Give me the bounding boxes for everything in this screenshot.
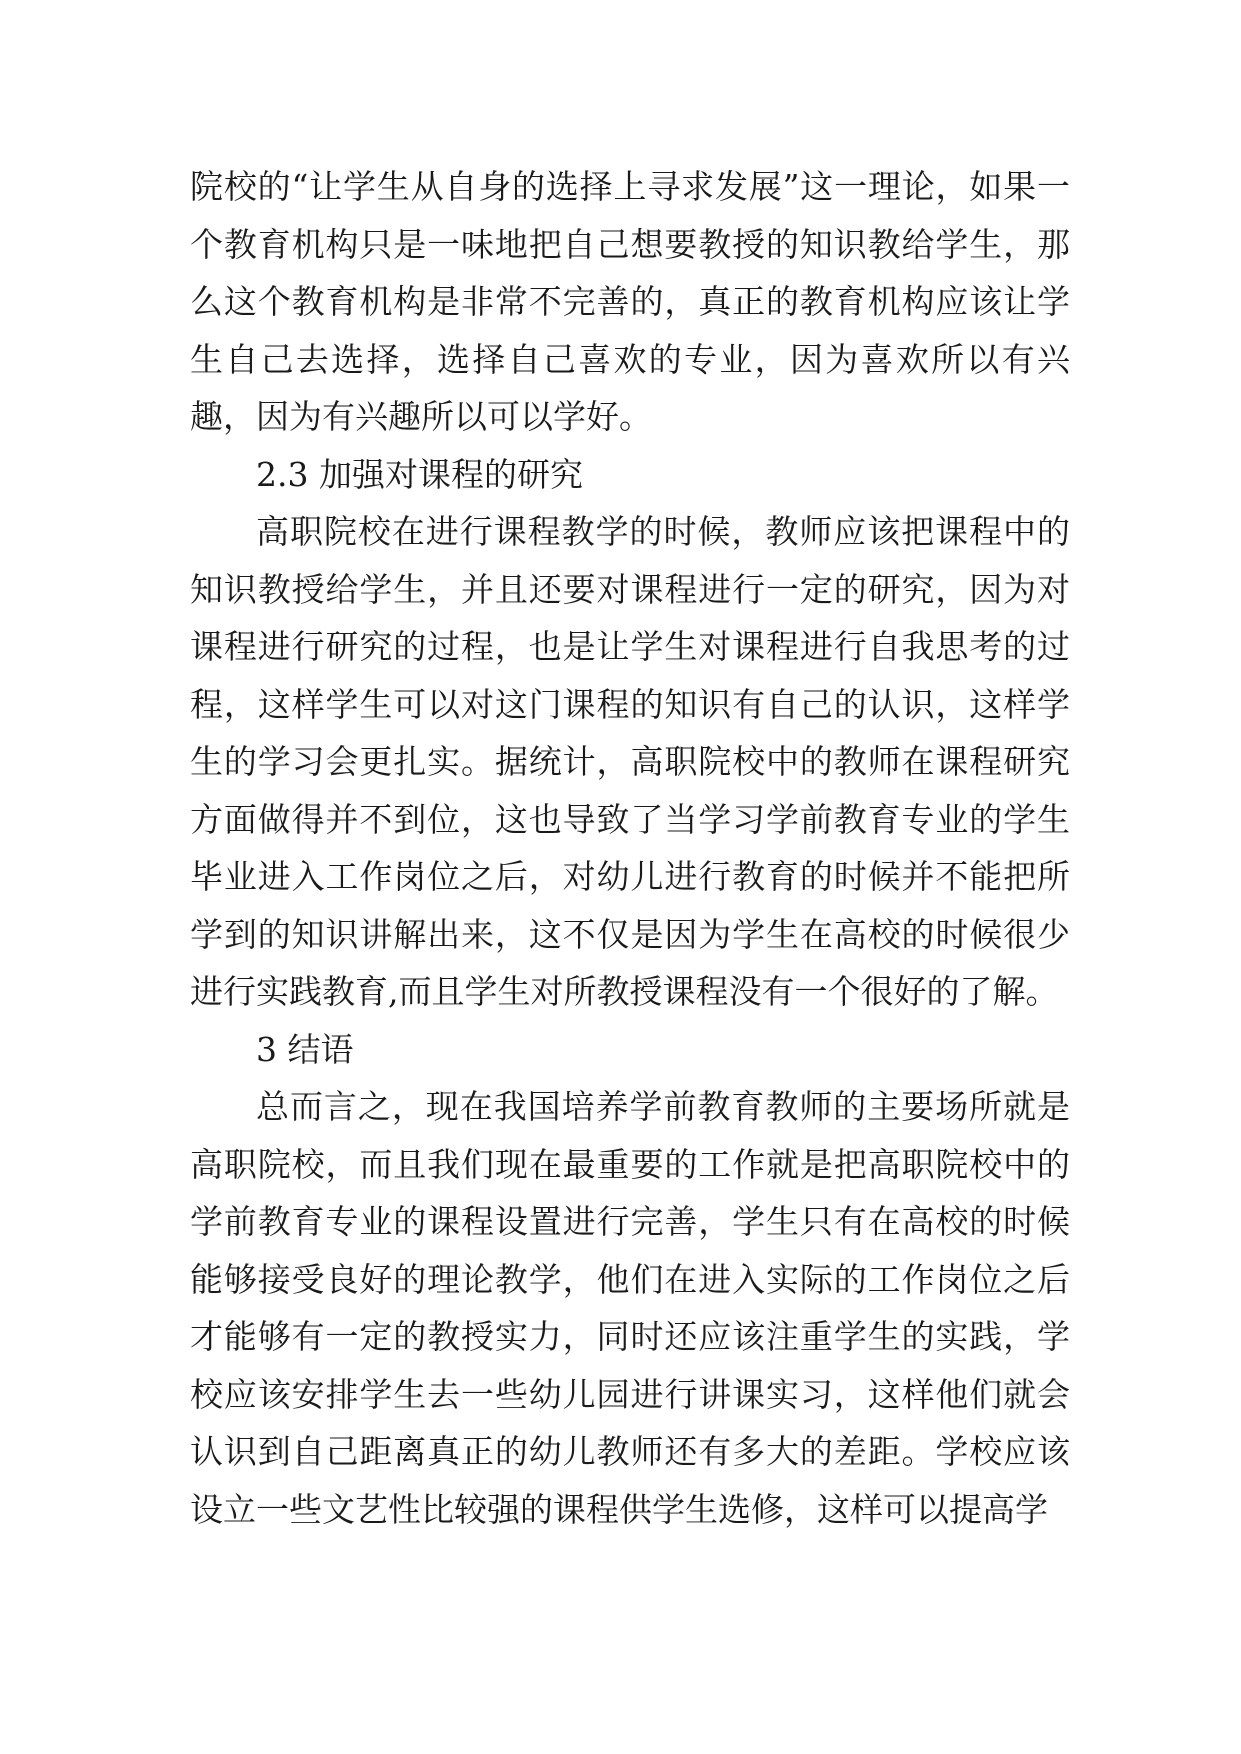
section-heading-2-3: 2.3 加强对课程的研究: [256, 454, 583, 494]
paragraph-course-research: 高职院校在进行课程教学的时候，教师应该把课程中的知识教授给学生，并且还要对课程进行一定的研究，因为对课程进行研究的过程，也是让学生对课程进行自我思考的过程，这样学生可以对这门课程的知识有自己的认识，这样学生的学习会更扎实。据统计，高职院校中的教师在课程研究方面做得并不到位，这也导致了当学习学前教育专业的学生毕业进入工作岗位之后，对幼儿进行教育的时候并不能把所学到的知识讲解出来，这不仅是因为学生在高校的时候很少进行实践教育,而且学生对所教授课程没有一个很好的了解。: [190, 512, 1070, 1011]
document-body: [190, 158, 1070, 1538]
paragraph-conclusion: 总而言之，现在我国培养学前教育教师的主要场所就是高职院校，而且我们现在最重要的工作就是把高职院校中的学前教育专业的课程设置进行完善，学生只有在高校的时候能够接受良好的理论教学，他们在进入实际的工作岗位之后才能够有一定的教授实力，同时还应该注重学生的实践，学校应该安排学生去一些幼儿园进行讲课实习，这样他们就会认识到自己距离真正的幼儿教师还有多大的差距。学校应该设立一些文艺性比较强的课程供学生选修，这样可以提高学: [190, 1087, 1070, 1529]
paragraph-continued: 院校的“让学生从自身的选择上寻求发展”这一理论，如果一个教育机构只是一味地把自己想要教授的知识教给学生，那么这个教育机构是非常不完善的，真正的教育机构应该让学生自己去选择，选择自己喜欢的专业，因为喜欢所以有兴趣，因为有兴趣所以可以学好。: [190, 167, 1070, 436]
section-heading-conclusion: 3 结语: [256, 1029, 354, 1069]
